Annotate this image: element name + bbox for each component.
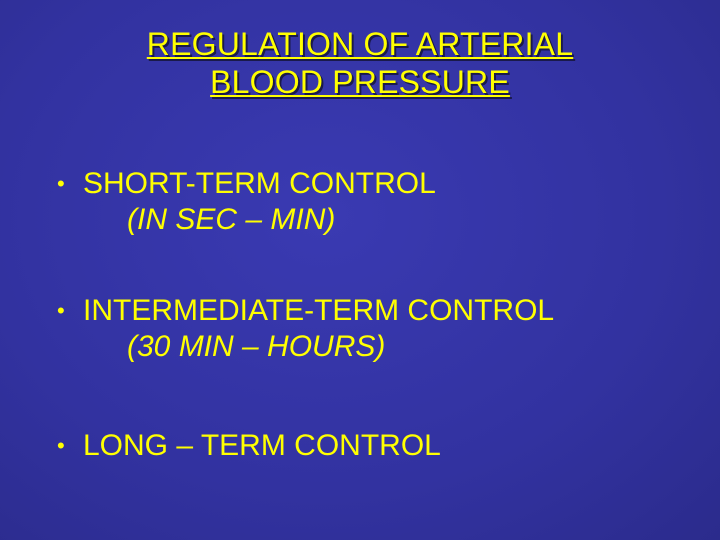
bullet-text: LONG – TERM CONTROL: [83, 429, 441, 462]
bullet-subtext: (30 MIN – HOURS): [127, 330, 386, 363]
bullet-icon: •: [57, 298, 65, 323]
bullet-text: SHORT-TERM CONTROL: [83, 167, 436, 200]
slide-title-line-2: BLOOD PRESSURE: [210, 64, 510, 100]
bullet-item-intermediate-term: [57, 293, 554, 365]
bullet-icon: •: [57, 433, 65, 458]
bullet-item-short-term: [57, 166, 436, 238]
bullet-text: INTERMEDIATE-TERM CONTROL: [83, 294, 555, 327]
bullet-icon: •: [57, 171, 65, 196]
bullet-subtext: (IN SEC – MIN): [127, 203, 336, 236]
slide-title-line-1: REGULATION OF ARTERIAL: [146, 26, 574, 62]
bullet-item-long-term: [57, 428, 441, 464]
